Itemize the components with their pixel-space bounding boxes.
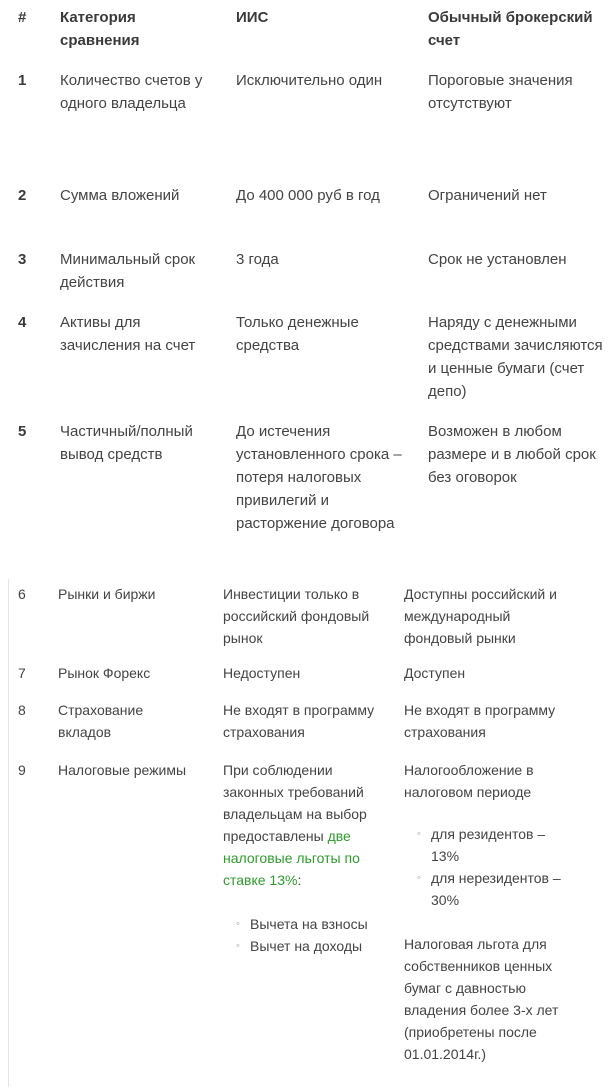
header-broker: Обычный брокерский счет	[428, 9, 593, 49]
row-9-iis	[223, 759, 383, 957]
row-3-num: 3	[18, 251, 27, 268]
list-item: ◦ Вычет на доходы	[223, 935, 383, 957]
row-9-broker-intro: Налогообложение в налоговом периоде	[404, 762, 534, 800]
row-5-num: 5	[18, 423, 27, 440]
row-6-iis: Инвестиции только в российский фондовый рынок	[223, 586, 370, 646]
bullet-icon: ◦	[417, 828, 421, 840]
row-7-broker: Доступен	[404, 665, 466, 681]
row-4-broker: Наряду с денежными средствами зачисляются и ценные бумаги (счет депо)	[428, 314, 603, 400]
list-item: ◦ Вычета на взносы	[223, 913, 383, 935]
row-6-broker: Доступны российский и международный фондовый рынки	[404, 586, 557, 646]
header-category: Категория сравнения	[60, 9, 140, 49]
row-8-category: Страхование вкладов	[58, 702, 144, 740]
row-5-iis: До истечения установленного срока – потеря налоговых привилегий и расторжение договора	[236, 423, 402, 532]
row-2-broker: Ограничений нет	[428, 187, 547, 204]
row-8-iis: Не входят в программу страхования	[223, 702, 375, 740]
row-7-category: Рынок Форекс	[58, 665, 151, 681]
row-7-iis: Недоступен	[223, 665, 301, 681]
row-9-broker-outro: Налоговая льгота для собственников ценных бумаг с давностью владения более 3-х лет (приобретены после 01.01.2014г.)	[404, 936, 559, 1062]
header-iis: ИИС	[236, 9, 269, 26]
row-5-category: Частичный/полный вывод средств	[60, 423, 193, 463]
header-num: #	[18, 9, 27, 26]
row-1-num: 1	[18, 72, 27, 89]
row-9-iis-text: При соблюдении законных требований владельцам на выбор предоставлены две налоговые льготы по ставке 13%:	[223, 762, 367, 888]
iis-deduction-list	[223, 913, 383, 957]
row-9-num: 9	[18, 762, 26, 778]
row-2-num: 2	[18, 187, 27, 204]
broker-tax-list	[404, 823, 564, 911]
row-2-iis: До 400 000 руб в год	[236, 187, 380, 204]
row-4-num: 4	[18, 314, 27, 331]
row-4-category: Активы для зачисления на счет	[60, 314, 196, 354]
row-8-num: 8	[18, 702, 26, 718]
list-item: ◦ для нерезидентов – 30%	[404, 867, 564, 911]
tax-benefit-highlight: две налоговые льготы по ставке 13%	[223, 828, 360, 888]
comparison-table-lower	[0, 580, 609, 1088]
row-3-category: Минимальный срок действия	[60, 251, 196, 291]
row-3-broker: Срок не установлен	[428, 251, 567, 268]
row-9-category: Налоговые режимы	[58, 762, 187, 778]
row-4-iis: Только денежные средства	[236, 314, 359, 354]
row-1-iis: Исключительно один	[236, 72, 383, 89]
row-1-category: Количество счетов у одного владельца	[60, 72, 203, 112]
row-6-category: Рынки и биржи	[58, 586, 156, 602]
row-9-broker	[404, 759, 569, 1065]
row-5-broker: Возможен в любом размере и в любой срок без оговорок	[428, 423, 596, 486]
bullet-icon: ◦	[236, 918, 240, 930]
row-8-broker: Не входят в программу страхования	[404, 702, 556, 740]
list-item: ◦ для резидентов – 13%	[404, 823, 564, 867]
row-7-num: 7	[18, 665, 26, 681]
bullet-icon: ◦	[236, 940, 240, 952]
row-2-category: Сумма вложений	[60, 187, 180, 204]
row-1-broker: Пороговые значения отсутствуют	[428, 72, 573, 112]
bullet-icon: ◦	[417, 872, 421, 884]
row-3-iis: 3 года	[236, 251, 279, 268]
row-6-num: 6	[18, 586, 26, 602]
